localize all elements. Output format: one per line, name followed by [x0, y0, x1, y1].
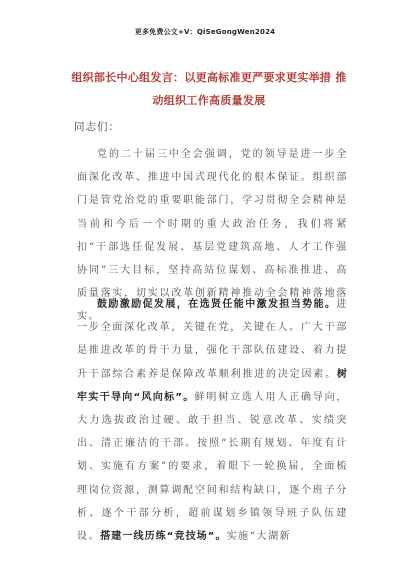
- header-note: 更多免费公文+V：QiSeGongWen2024: [134, 28, 276, 36]
- paragraph-1-text: 党的二十届三中全会强调，党的领导是进一步全面深化改革、推进中国式现代化的根本保证。组织部门是管党治党的重要职能部门，学习贯彻全会精神是当前和今后一个时期的重大政治任务，我们将紧扣“干部选任促发展、基层党建筑高地、人才工作强协同”三大目标，坚持高站位谋划、高标准推进、高质量落实，切实以改革创新精神推动全会精神落地落实。: [77, 149, 348, 323]
- paragraph-2-text-3: 实施“大湖新: [226, 531, 292, 543]
- paragraph-2-subheading-1: 树牢实干导向“风向标”。: [77, 368, 348, 403]
- paragraph-2-text-2: 鲜明树立选人用人正确导向，大力选拔政治过硬、敢于担当、锐意改革、实绩突出、清正廉洁的干部。按照“长期有规划、年度有计划、实施有方案”的要求，着眼下一轮换届，全面梳理岗位资源，测算调配空间和结构缺口，逐个班子分析、逐个干部分析，超前谋划乡镇领导班子队伍建设。: [77, 391, 348, 543]
- document-title: 组织部长中心组发言：以更高标准更严要求更实举措 推动组织工作高质量发展: [71, 71, 347, 107]
- paragraph-2-subheading-2: 搭建一线历练“竞技场”。: [100, 531, 227, 543]
- salutation: 同志们：: [74, 121, 120, 133]
- paragraph-2-text-1: 进一步全面深化改革，关键在党，关键在人。广大干部是推进改革的骨干力量，强化干部队伍建设、着力提升干部综合素养是保障改革顺利推进的决定因素。: [77, 299, 348, 380]
- paragraph-2: [77, 293, 348, 548]
- paragraph-2-heading: 鼓励激励促发展，在选贤任能中激发担当势能。: [97, 299, 337, 310]
